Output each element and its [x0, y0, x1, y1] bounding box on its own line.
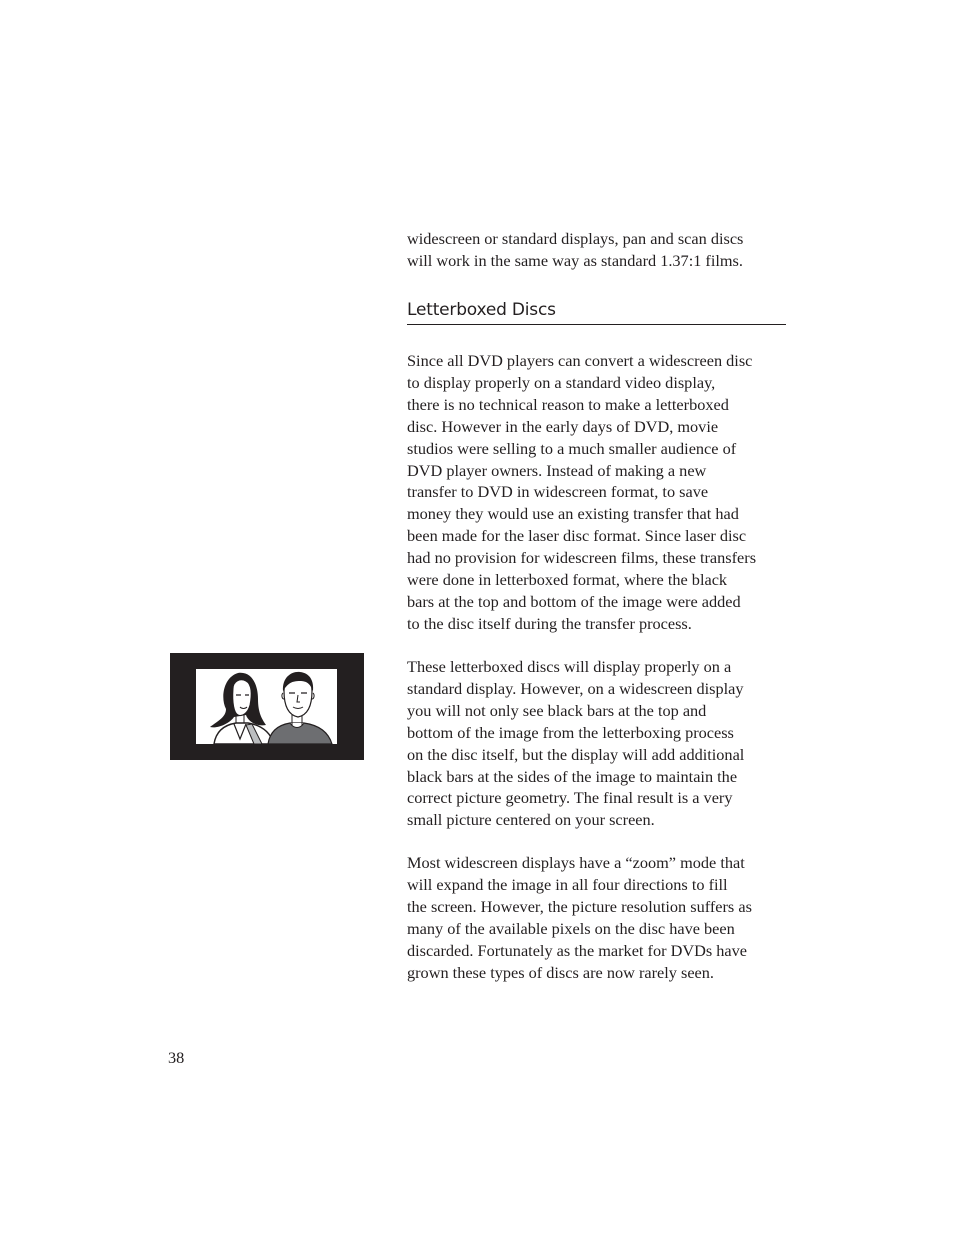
woman-figure: [210, 673, 274, 744]
text-line: These letterboxed discs will display properly on a: [407, 657, 732, 676]
text-line: were done in letterboxed format, where the black: [407, 570, 728, 590]
letterboxed-picture: [196, 669, 337, 744]
text-line: transfer to DVD in widescreen format, to save: [407, 482, 709, 502]
text-line: small picture centered on your screen.: [407, 810, 655, 830]
text-line: DVD player owners. Instead of making a new: [407, 460, 707, 480]
text-line: you will not only see black bars at the top and: [407, 700, 707, 720]
text-line: Most widescreen displays have a “zoom” mode that: [407, 853, 745, 872]
page-number: 38: [168, 1048, 185, 1067]
text-line: will work in the same way as standard 1.37:1 films.: [407, 250, 743, 270]
text-line: the screen. However, the picture resolution suffers as: [407, 896, 752, 916]
section-heading: Letterboxed Discs: [407, 299, 786, 325]
text-line: there is no technical reason to make a letterboxed: [407, 394, 729, 414]
text-line: standard display. However, on a widescreen display: [407, 678, 744, 698]
text-line: had no provision for widescreen films, these transfers: [407, 548, 757, 568]
text-line: widescreen or standard displays, pan and scan discs: [407, 229, 744, 248]
text-line: will expand the image in all four directions to fill: [407, 874, 728, 894]
text-line: to the disc itself during the transfer process.: [407, 613, 692, 633]
text-line: bars at the top and bottom of the image were added: [407, 591, 741, 611]
letterboxed-display-illustration: [170, 653, 364, 760]
man-figure: [268, 672, 332, 744]
text-line: black bars at the sides of the image to maintain the: [407, 766, 738, 786]
text-line: many of the available pixels on the disc have been: [407, 918, 735, 938]
paragraph-display-behavior: [407, 656, 744, 831]
text-line: discarded. Fortunately as the market for DVDs have: [407, 940, 747, 960]
text-line: money they would use an existing transfer that had: [407, 504, 739, 524]
text-line: correct picture geometry. The final result is a very: [407, 788, 733, 808]
text-line: disc. However in the early days of DVD, movie: [407, 416, 719, 436]
text-line: studios were selling to a much smaller audience of: [407, 438, 737, 458]
text-line: been made for the laser disc format. Since laser disc: [407, 526, 747, 546]
text-line: on the disc itself, but the display will add additional: [407, 744, 745, 764]
text-line: grown these types of discs are now rarely seen.: [407, 962, 714, 982]
text-line: to display properly on a standard video display,: [407, 372, 716, 392]
text-line: Since all DVD players can convert a widescreen disc: [407, 351, 753, 370]
couple-illustration: [196, 669, 337, 744]
paragraph-zoom-mode: [407, 852, 752, 983]
intro-paragraph: [407, 228, 743, 272]
paragraph-letterbox-history: [407, 350, 756, 635]
text-line: bottom of the image from the letterboxing process: [407, 722, 734, 742]
